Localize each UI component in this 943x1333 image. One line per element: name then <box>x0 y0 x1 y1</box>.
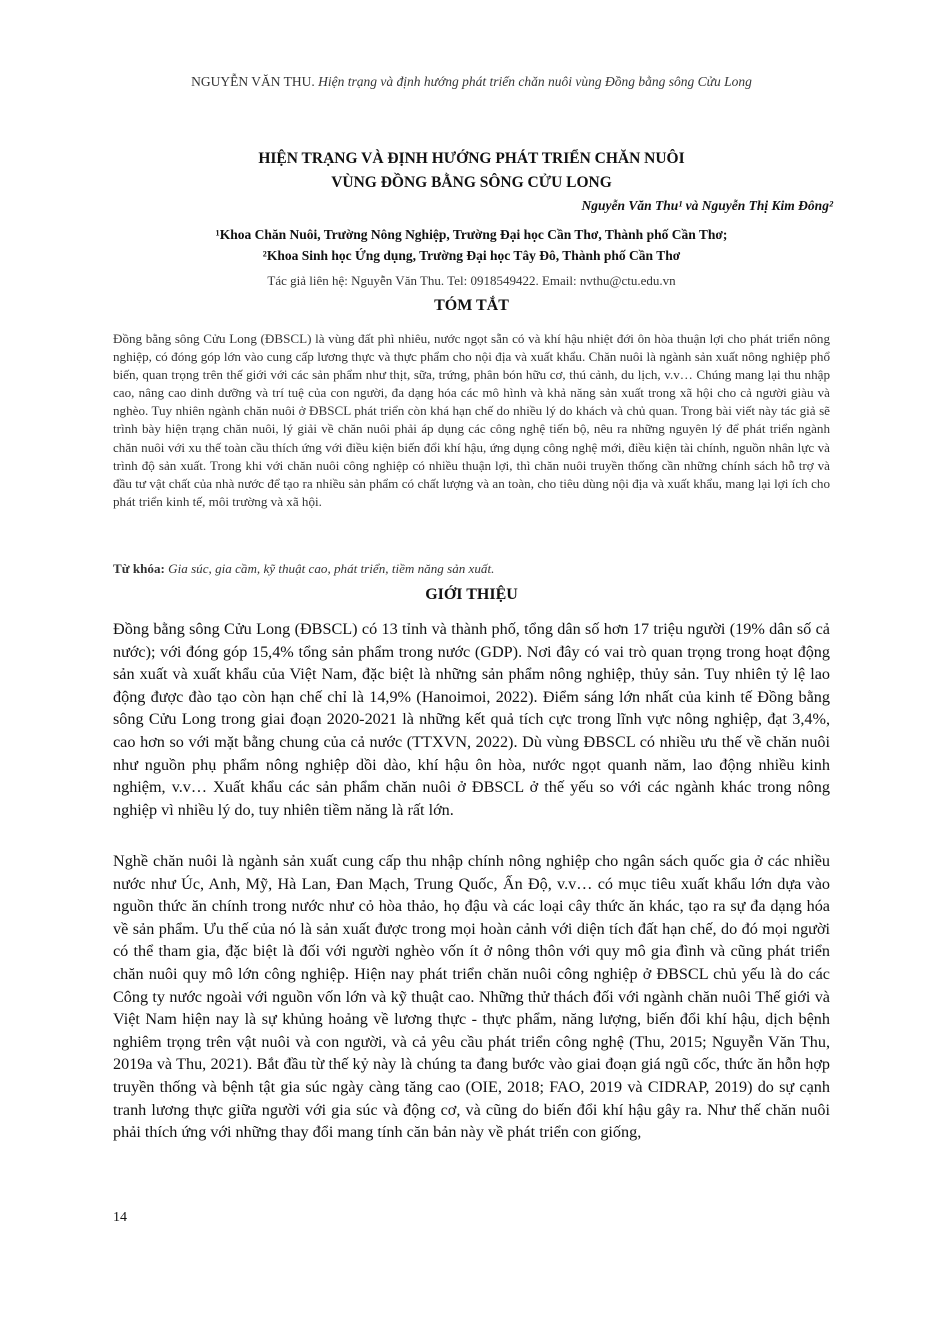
introduction-paragraph-2: Nghề chăn nuôi là ngành sản xuất cung cấp thu nhập chính nông nghiệp cho ngân sách quốc gia ở các nhiều nước như Úc, Anh, Mỹ, Hà Lan, Đan Mạch, Trung Quốc, Ấn Độ, v.v… có mục tiêu xuất khẩu lớn dựa vào nguồn thức ăn chính trong nước như cỏ hòa thảo, họ đậu và các loại cây thức ăn khác, tạo ra sự đa dạng hóa về sản phẩm. Ưu thế của nó là sản xuất được trong mọi hoàn cảnh với diện tích đất hạn chế, do đó mọi người có thể tham gia, đặc biệt là đối với người nghèo vốn ít ở nông thôn với quy mô gia đình và cũng phát triển chăn nuôi quy mô lớn công nghiệp. Hiện nay phát triển chăn nuôi công nghiệp ở ĐBSCL chủ yếu là do các Công ty nước ngoài với nguồn vốn lớn và kỹ thuật cao. Những thử thách đối với ngành chăn nuôi Thế giới và Việt Nam hiện nay là sự khủng hoảng về lương thực - thực phẩm, năng lượng, biến đổi khí hậu, dịch bệnh nghiêm trọng trên vật nuôi và con người, và cả yêu cầu phát triển công nghệ (Thu, 2015; Nguyễn Văn Thu, 2019a và Thu, 2021). Bắt đầu từ thế kỷ này là chúng ta đang bước vào giai đoạn giá ngũ cốc, thức ăn hỗn hợp truyền thống và bệnh tật gia súc ngày càng tăng cao (OIE, 2018; FAO, 2019 và CIDRAP, 2019) do sự cạnh tranh lương thực giữa người với gia súc và động cơ, và cũng do biến đổi khí hậu gây ra. Như thế chăn nuôi phải thích ứng với những thay đổi mang tính căn bản này về phát triển con giống, <box>113 852 830 1142</box>
affiliation-2: ²Khoa Sinh học Ứng dụng, Trường Đại học Tây Đô, Thành phố Cần Thơ <box>262 248 681 263</box>
affiliation-1: ¹Khoa Chăn Nuôi, Trường Nông Nghiệp, Trường Đại học Cần Thơ, Thành phố Cần Thơ; <box>215 227 728 242</box>
article-title-line-2: VÙNG ĐỒNG BẰNG SÔNG CỬU LONG <box>331 174 612 191</box>
running-header-author: NGUYỄN VĂN THU. <box>191 74 315 89</box>
keywords <box>113 561 830 577</box>
introduction-heading: GIỚI THIỆU <box>425 586 518 603</box>
abstract-text: Đồng bằng sông Cửu Long (ĐBSCL) là vùng đất phì nhiêu, nước ngọt sẵn có và khí hậu nhiệt đới ôn hòa thuận lợi cho phát triển nông nghiệp, có đóng góp lớn vào cung cấp lương thực và thực phẩm cho nội địa và xuất khẩu. Chăn nuôi là ngành sản xuất nông nghiệp phổ biến, quan trọng trên thế giới với các sản phẩm như thịt, sữa, trứng, phân bón hữu cơ, thú cảnh, du lịch, v.v… Chúng mang lại thu nhập cao, nâng cao dinh dưỡng và trí tuệ của con người, đa dạng hóa các mô hình và khả năng sản xuất trong xã hội cho cả người giàu và nghèo. Tuy nhiên ngành chăn nuôi ở ĐBSCL phát triển còn khá hạn chế do nhiều lý do khách và chủ quan. Trong bài viết này tác giả sẽ trình bày hiện trạng chăn nuôi, lý giải về chăn nuôi phải áp dụng các công nghệ tiến bộ, nêu ra những nguyên lý để phát triển ngành chăn nuôi với xu thế toàn cầu thích ứng với điều kiện biến đổi khí hậu, ứng dụng công nghệ mới, điều kiện tài chính, nguồn nhân lực và trình độ sản xuất. Trong khi với chăn nuôi công nghiệp có nhiều thuận lợi, thì chăn nuôi truyền thống cần những chính sách hỗ trợ và đầu tư vật chất của nhà nước để tạo ra nhiều sản phẩm có chất lượng và an toàn, cho tiêu dùng nội địa và xuất khẩu, mang lại lợi ích cho phát triển kinh tế, môi trường và xã hội. <box>113 331 830 509</box>
keywords-label: Từ khóa: <box>113 561 165 576</box>
article-title-line-1: HIỆN TRẠNG VÀ ĐỊNH HƯỚNG PHÁT TRIỂN CHĂN NUÔI <box>258 150 685 167</box>
page-number: 14 <box>113 1210 127 1225</box>
article-title <box>0 147 943 195</box>
introduction-paragraph-1: Đồng bằng sông Cửu Long (ĐBSCL) có 13 tỉnh và thành phố, tổng dân số hơn 17 triệu người (19% dân số cả nước); với đóng góp 15,4% tổng sản phẩm trong nước (GDP). Nơi đây có vai trò quan trọng trong hoạt động sản xuất và xuất khẩu của Việt Nam, đặc biệt là những sản phẩm nông nghiệp, thủy sản. Tuy nhiên tỷ lệ lao động được đào tạo còn hạn chế chỉ là 14,9% (Hanoimoi, 2022). Điểm sáng lớn nhất của kinh tế Đồng bằng sông Cửu Long trong giai đoạn 2020-2021 là những kết quả tích cực trong lĩnh vực nông nghiệp, đạt 3,4%, cao hơn so với mặt bằng chung của cả nước (TTXVN, 2022). Dù vùng ĐBSCL có nhiều ưu thế về chăn nuôi như nguồn phụ phẩm nông nghiệp dồi dào, khí hậu ôn hòa, nước ngọt quanh năm, lao động nhiều kinh nghiệm, v.v… Xuất khẩu các sản phẩm chăn nuôi ở ĐBSCL ở thế yếu so với các ngành khác trong nông nghiệp vì nhiều lý do, tuy nhiên tiềm năng là rất lớn. <box>113 620 830 819</box>
running-header <box>0 74 943 90</box>
affiliations <box>0 224 943 266</box>
abstract-heading: TÓM TẮT <box>434 297 509 314</box>
article-authors: Nguyễn Văn Thu¹ và Nguyễn Thị Kim Đông² <box>581 198 833 213</box>
running-header-title: Hiện trạng và định hướng phát triển chăn nuôi vùng Đồng bằng sông Cửu Long <box>318 74 752 89</box>
keywords-list: Gia súc, gia cầm, kỹ thuật cao, phát triển, tiềm năng sản xuất. <box>168 561 495 576</box>
corresponding-author: Tác giả liên hệ: Nguyễn Văn Thu. Tel: 0918549422. Email: nvthu@ctu.edu.vn <box>267 273 676 288</box>
